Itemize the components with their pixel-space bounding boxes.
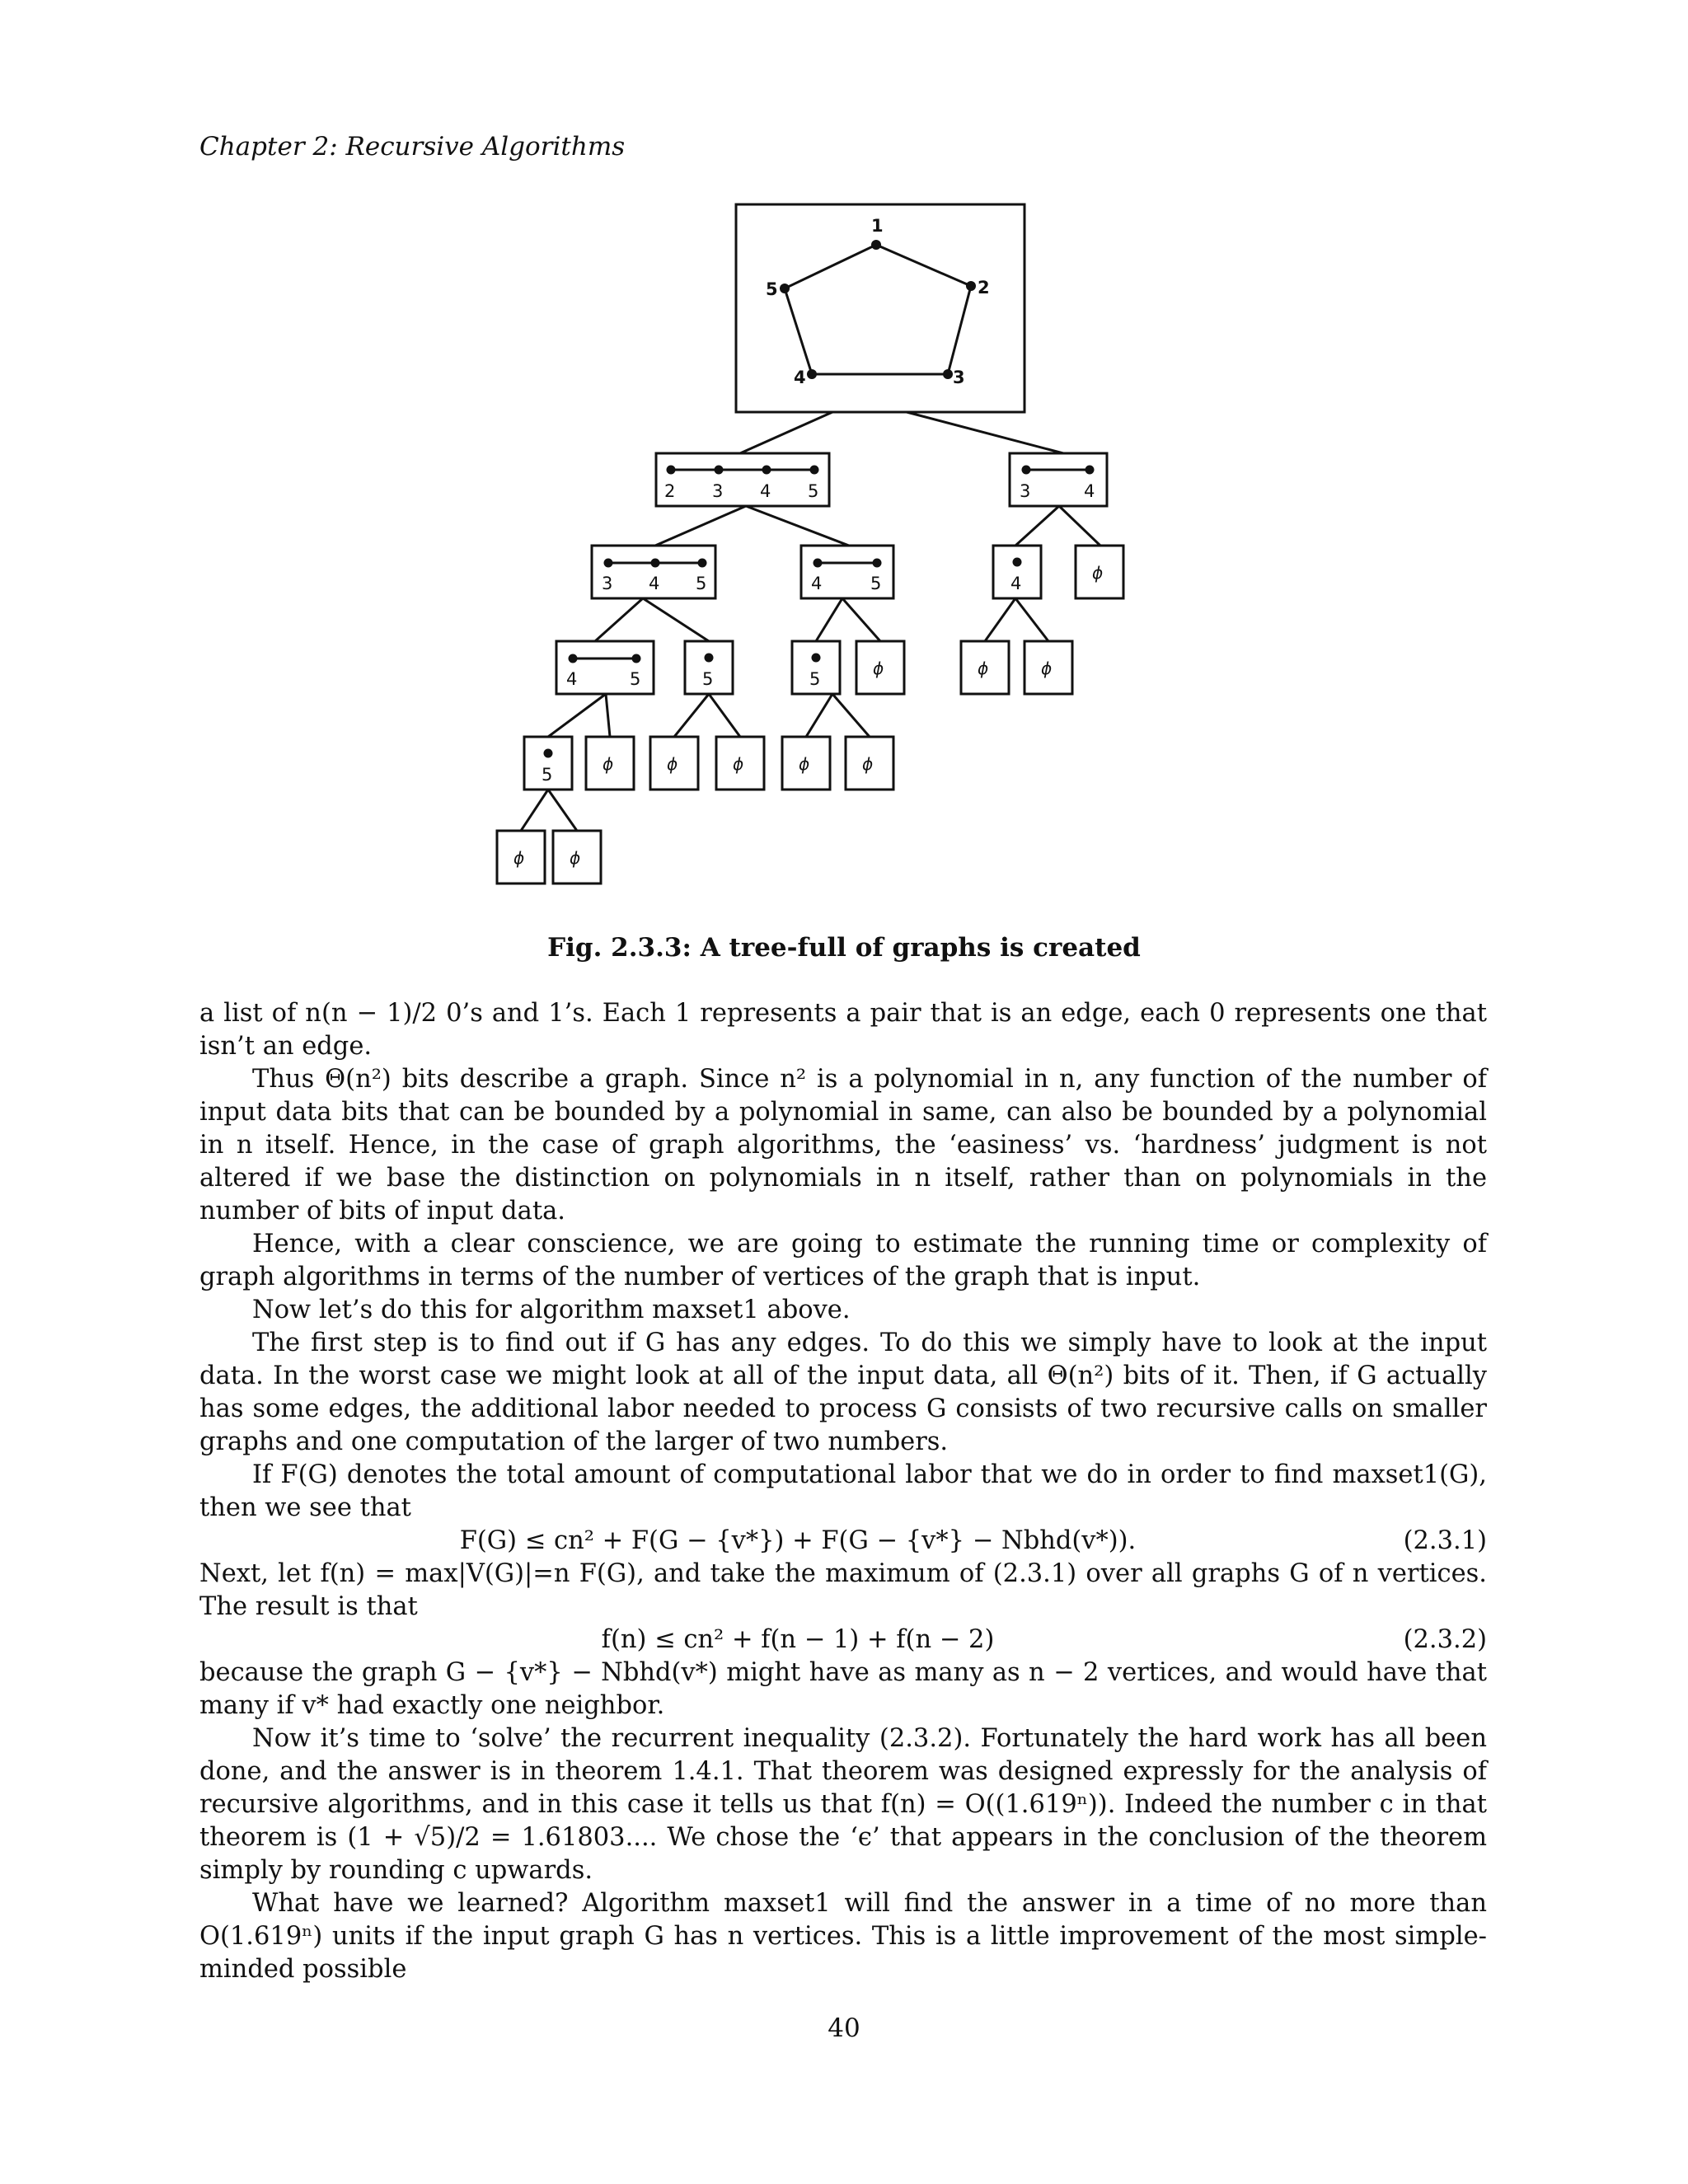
empty-box <box>856 641 904 694</box>
svg-text:4: 4 <box>1084 481 1095 501</box>
empty-box <box>497 831 545 883</box>
svg-text:3: 3 <box>602 574 613 593</box>
empty-box <box>716 737 764 790</box>
vertex-label-5: 5 <box>766 279 778 299</box>
svg-text:ϕ: ϕ <box>1092 563 1104 583</box>
equation-2-3-2 <box>199 1624 1487 1657</box>
svg-text:ϕ: ϕ <box>1041 658 1053 678</box>
svg-text:5: 5 <box>702 669 714 689</box>
svg-text:ϕ: ϕ <box>570 848 581 868</box>
subgraph-box-5-c <box>524 737 572 790</box>
empty-box <box>782 737 830 790</box>
paragraph: If F(G) denotes the total amount of computational labor that we do in order to find maxset1(G), then we see that <box>199 1460 1487 1522</box>
equation-number: (2.3.2) <box>1403 1625 1487 1654</box>
paragraph: What have we learned? Algorithm maxset1 will find the answer in a time of no more than O(1.619ⁿ) units if the input graph G has n vertices. This is a little improvement of the most simple-minded possible <box>199 1889 1487 1984</box>
empty-box <box>1025 641 1072 694</box>
svg-text:5: 5 <box>870 574 882 593</box>
paragraph: The first step is to find out if G has any edges. To do this we simply have to look at the input data. In the worst case we might look at all of the input data, all Θ(n²) bits of it. Then, if G actually has some edges, the additional labor needed to process G consists of two recursive calls on smaller graphs and one computation of the larger of two numbers. <box>199 1329 1487 1456</box>
paragraph: Hence, with a clear conscience, we are going to estimate the running time or complexity of graph algorithms in terms of the number of vertices of the graph that is input. <box>199 1230 1487 1291</box>
svg-text:4: 4 <box>566 669 578 689</box>
svg-text:ϕ: ϕ <box>799 754 810 774</box>
figure-caption: Fig. 2.3.3: A tree-full of graphs is created <box>547 933 1141 963</box>
equation-number: (2.3.1) <box>1403 1526 1487 1555</box>
svg-text:ϕ: ϕ <box>862 754 874 774</box>
svg-text:ϕ: ϕ <box>667 754 678 774</box>
svg-text:ϕ: ϕ <box>873 658 884 678</box>
empty-box <box>553 831 601 883</box>
empty-box <box>961 641 1009 694</box>
svg-text:5: 5 <box>630 669 641 689</box>
paragraph: a list of n(n − 1)/2 0’s and 1’s. Each 1 represents a pair that is an edge, each 0 represents one that isn’t an edge. <box>199 999 1487 1061</box>
empty-box <box>586 737 634 790</box>
svg-text:3: 3 <box>712 481 724 501</box>
page-number: 40 <box>828 2013 860 2043</box>
subgraph-box-2345 <box>656 453 829 506</box>
svg-text:5: 5 <box>542 765 553 785</box>
svg-text:5: 5 <box>809 669 821 689</box>
root-graph-box <box>736 204 1025 412</box>
svg-text:4: 4 <box>1010 574 1022 593</box>
empty-box <box>846 737 893 790</box>
subgraph-box-5-b <box>792 641 840 694</box>
svg-text:4: 4 <box>760 481 771 501</box>
paragraph: Now let’s do this for algorithm maxset1 above. <box>252 1296 851 1324</box>
equation-expression: F(G) ≤ cn² + F(G − {v*}) + F(G − {v*} − Nbhd(v*)). <box>459 1526 1137 1555</box>
svg-text:4: 4 <box>649 574 660 593</box>
paragraph: Next, let f(n) = max|V(G)|=n F(G), and take the maximum of (2.3.1) over all graphs G of n vertices. The result is that <box>199 1559 1487 1621</box>
equation-expression: f(n) ≤ cn² + f(n − 1) + f(n − 2) <box>601 1625 995 1654</box>
equation-2-3-1 <box>199 1525 1487 1558</box>
empty-box <box>650 737 698 790</box>
empty-box <box>1076 546 1123 598</box>
svg-text:ϕ: ϕ <box>603 754 614 774</box>
subgraph-box-45-a <box>801 546 893 598</box>
svg-text:ϕ: ϕ <box>513 848 525 868</box>
svg-text:3: 3 <box>1020 481 1031 501</box>
vertex-label-4: 4 <box>794 368 806 387</box>
subgraph-box-45-b <box>556 641 654 694</box>
svg-text:5: 5 <box>808 481 819 501</box>
svg-text:4: 4 <box>811 574 823 593</box>
vertex-label-1: 1 <box>871 216 884 236</box>
subgraph-box-4 <box>993 546 1041 598</box>
vertex-label-3: 3 <box>953 368 965 387</box>
recursion-tree-figure <box>0 0 1688 931</box>
subgraph-box-5-a <box>685 641 733 694</box>
paragraph: because the graph G − {v*} − Nbhd(v*) might have as many as n − 2 vertices, and would have that many if v* had exactly one neighbor. <box>199 1658 1487 1720</box>
subgraph-box-345 <box>592 546 715 598</box>
vertex-label-2: 2 <box>978 278 990 298</box>
svg-text:2: 2 <box>664 481 676 501</box>
paragraph: Now it’s time to ‘solve’ the recurrent inequality (2.3.2). Fortunately the hard work has all been done, and the answer is in theorem 1.4.1. That theorem was designed expressly for the analysis of recursive algorithms, and in this case it tells us that f(n) = O((1.619ⁿ)). Indeed the number c in that theorem is (1 + √5)/2 = 1.61803.... We chose the ‘ϵ’ that appears in the conclusion of the theorem simply by rounding c upwards. <box>199 1724 1487 1885</box>
svg-text:5: 5 <box>696 574 707 593</box>
svg-text:ϕ: ϕ <box>978 658 989 678</box>
chapter-header: Chapter 2: Recursive Algorithms <box>199 132 626 162</box>
subgraph-box-34 <box>1010 453 1107 506</box>
body-text <box>199 997 1487 1986</box>
svg-text:ϕ: ϕ <box>733 754 744 774</box>
paragraph: Thus Θ(n²) bits describe a graph. Since n² is a polynomial in n, any function of the number of input data bits that can be bounded by a polynomial in same, can also be bounded by a polynomial in n itself. Hence, in the case of graph algorithms, the ‘easiness’ vs. ‘hardness’ judgment is not altered if we base the distinction on polynomials in n itself, rather than on polynomials in the number of bits of input data. <box>199 1065 1487 1226</box>
